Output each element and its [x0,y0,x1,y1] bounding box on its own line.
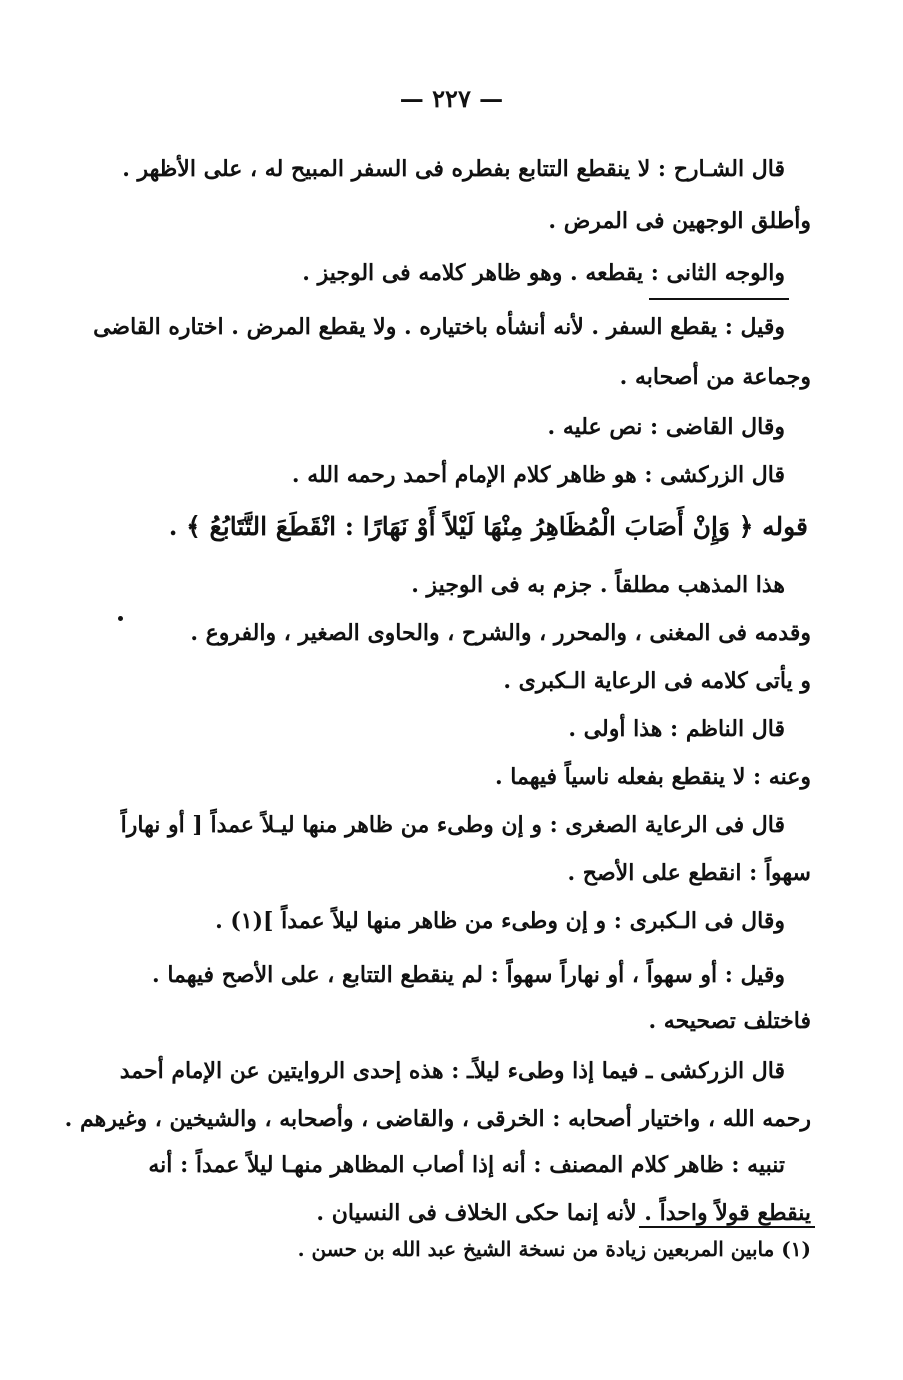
text-line-6: وقال القاضى : نص عليه . [547,414,785,440]
text-line-4: وقيل : يقطع السفر . لأنه أنشأه باختياره . ولا يقطع المرض . اختاره القاضى [93,314,785,340]
text-line-18: فاختلف تصحيحه . [648,1008,811,1034]
page-number: — ٢٢٧ — [399,84,504,113]
text-line-5: وجماعة من أصحابه . [619,364,811,390]
text-line-2: وأطلق الوجهين فى المرض . [548,208,811,234]
text-line-10: وقدمه فى المغنى ، والمحرر ، والشرح ، والحاوى الصغير ، والفروع . [190,620,811,646]
text-line-15: سهواً : انقطع على الأصح . [567,860,811,886]
text-line-11: و يأتى كلامه فى الرعاية الـكبرى . [503,668,811,694]
text-line-19: قال الزركشى ـ فيما إذا وطىء ليلاًـ : هذه إحدى الروايتين عن الإمام أحمد [119,1058,785,1084]
text-line-20: رحمه الله ، واختيار أصحابه : الخرقى ، والقاضى ، وأصحابه ، والشيخين ، وغيرهم . [64,1106,811,1132]
ink-speck [118,616,123,621]
text-line-13: وعنه : لا ينقطع بفعله ناسياً فيهما . [494,764,811,790]
text-line-9: هذا المذهب مطلقاً . جزم به فى الوجيز . [411,572,785,598]
text-line-22: ينقطع قولاً واحداً . لأنه إنما حكى الخلاف فى النسيان . [316,1200,811,1226]
footnote: (١) مابين المربعين زيادة من نسخة الشيخ عبد الله بن حسن . [297,1237,811,1261]
quranic-verse-line: قوله ﴿ وَإِنْ أَصَابَ الْمُظَاهِرُ مِنْهَا لَيْلاً أَوْ نَهَارًا : انْقَطَعَ التَّتَابُعُ ﴾ . [168,512,808,541]
text-line-21: تنبيه : ظاهر كلام المصنف : أنه إذا أصاب المظاهر منهـا ليلاً عمداً : أنه [148,1152,785,1178]
text-line-3: والوجه الثانى : يقطعه . وهو ظاهر كلامه فى الوجيز . [302,260,785,286]
text-line-1: قال الشـارح : لا ينقطع التتابع بفطره فى السفر المبيح له ، على الأظهر . [122,156,785,182]
footnote-separator [639,1226,815,1228]
heading-underline [649,298,789,300]
text-line-17: وقيل : أو سهواً ، أو نهاراً سهواً : لم ينقطع التتابع ، على الأصح فيهما . [152,962,785,988]
text-line-14: قال فى الرعاية الصغرى : و إن وطىء من ظاهر منها ليـلاً عمداً [ أو نهاراً [120,812,785,838]
text-line-16: وقال فى الـكبرى : و إن وطىء من ظاهر منها ليلاً عمداً ](١) . [215,908,785,934]
text-line-12: قال الناظم : هذا أولى . [568,716,785,742]
text-line-7: قال الزركشى : هو ظاهر كلام الإمام أحمد رحمه الله . [291,462,785,488]
